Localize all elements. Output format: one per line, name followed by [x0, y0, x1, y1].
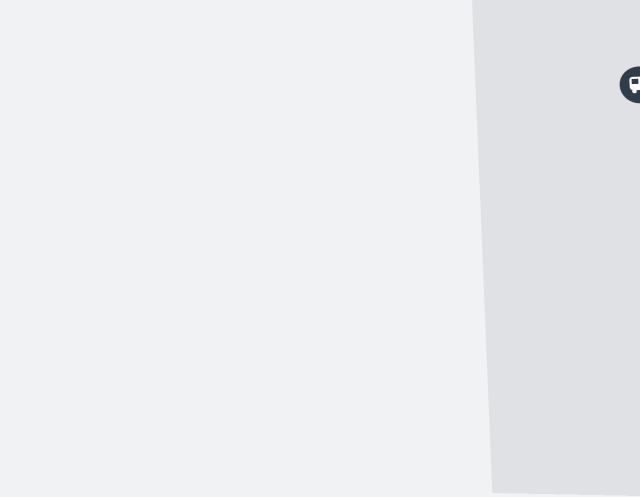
section-description-es-2: [22, 81, 497, 97]
shaded-columns: [472, 0, 640, 497]
section-description-en-2: [23, 57, 496, 74]
section-description-es-1: [22, 70, 496, 86]
section-description-en-1: [23, 46, 496, 64]
